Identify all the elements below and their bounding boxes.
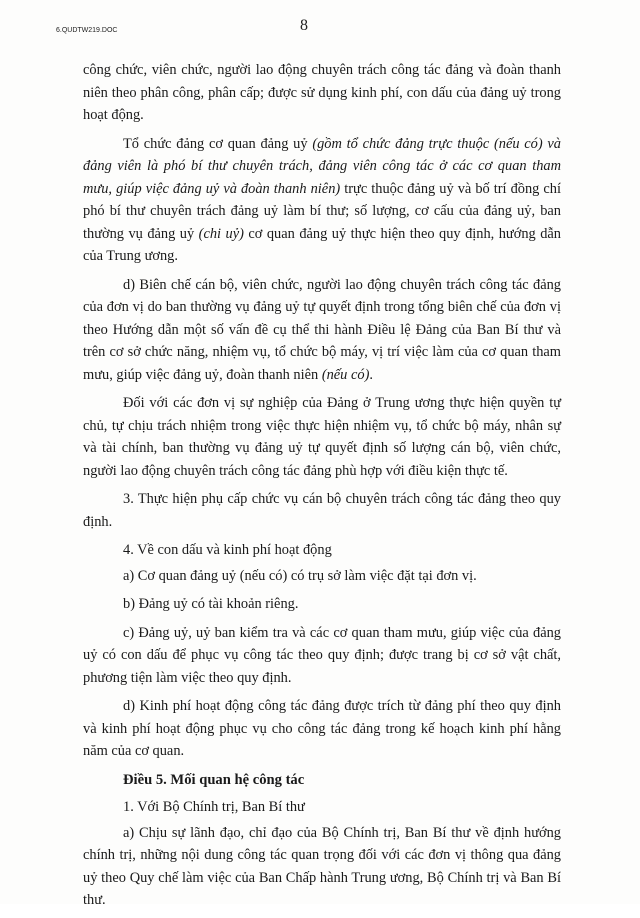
paragraph-text: trực thuộc đảng uỷ và bố trí đồng chí phó bí thư chuyên trách đảng uỷ làm bí thư; số lượng, cơ cấu của đảng uỷ, ban thường vụ đảng uỷ: [83, 180, 561, 242]
paragraph-text: d) Biên chế cán bộ, viên chức, người lao động chuyên trách công tác đảng của đơn vị do ban thường vụ đảng uỷ tự quyết định trong tổng biên chế của đơn vị theo Hướng dẫn một số vấn đề cụ thể thi hành Điều lệ Đảng của Ban Bí thư và trên cơ sở chức năng, nhiệm vụ, tổ chức bộ máy, vị trí việc làm của cơ quan tham mưu, giúp việc đảng uỷ, đoàn thanh niên: [83, 276, 561, 383]
paragraph-item-4a: a) Cơ quan đảng uỷ (nếu có) có trụ sở làm việc đặt tại đơn vị.: [123, 567, 477, 584]
paragraph-autonomous-units: Đối với các đơn vị sự nghiệp của Đảng ở Trung ương thực hiện quyền tự chủ, tự chịu trách nhiệm trong việc thực hiện nhiệm vụ, tổ chức bộ máy, nhân sự và tài chính, ban thường vụ đảng uỷ tự quyết định số lượng cán bộ, viên chức, người lao động chuyên trách công tác đảng phù hợp với điều kiện thực tế.: [83, 395, 561, 479]
paragraph-item-3: 3. Thực hiện phụ cấp chức vụ cán bộ chuyên trách công tác đảng theo quy định.: [83, 491, 561, 530]
article-heading: Điều 5. Mối quan hệ công tác: [123, 771, 305, 788]
paragraph-italic-note: (nếu có): [321, 366, 370, 383]
paragraph-continuation: công chức, viên chức, người lao động chuyên trách công tác đảng và đoàn thanh niên theo phân công, phân cấp; được sử dụng kinh phí, con dấu của đảng uỷ trong hoạt động.: [83, 62, 561, 123]
paragraph-article5-item-1a: a) Chịu sự lãnh đạo, chỉ đạo của Bộ Chính trị, Ban Bí thư về định hướng chính trị, những nội dung công tác quan trọng đối với các đơn vị thông qua đảng uỷ theo Quy chế làm việc của Ban Chấp hành Trung ương, Bộ Chính trị và Ban Bí thư.: [83, 824, 561, 908]
paragraph-party-organization: [83, 133, 561, 268]
paragraph-article5-item-1: 1. Với Bộ Chính trị, Ban Bí thư: [123, 799, 305, 815]
document-body: [83, 59, 561, 918]
paragraph-text: Tổ chức đảng cơ quan đảng uỷ: [123, 135, 313, 152]
paragraph-italic-note: (gồm tổ chức đảng trực thuộc (nếu có) và đảng viên là phó bí thư chuyên trách, đảng viên công tác ở các cơ quan tham mưu, giúp việc đảng uỷ và đoàn thanh niên): [83, 135, 562, 197]
page-number: 8: [300, 17, 308, 34]
paragraph-item-4c: c) Đảng uỷ, uỷ ban kiểm tra và các cơ quan tham mưu, giúp việc của đảng uỷ có con dấu để phục vụ công tác theo quy định; được trang bị cơ sở vật chất, phương tiện làm việc theo quy định.: [83, 624, 561, 686]
file-reference: 6.QUDTW219.DOC: [56, 27, 118, 34]
paragraph-text: .: [369, 366, 373, 383]
paragraph-item-d-staffing: [83, 274, 561, 387]
paragraph-text: cơ quan đảng uỷ thực hiện theo quy định, hướng dẫn của Trung ương.: [83, 225, 561, 264]
paragraph-italic-note: (chi uỷ): [198, 225, 244, 242]
paragraph-item-4d: d) Kinh phí hoạt động công tác đảng được trích từ đảng phí theo quy định và kinh phí hoạt động phục vụ cho công tác đảng trong kế hoạch kinh phí hằng năm của cơ quan.: [83, 698, 561, 759]
paragraph-item-4: 4. Về con dấu và kinh phí hoạt động: [123, 542, 332, 558]
paragraph-item-4b: b) Đảng uỷ có tài khoản riêng.: [123, 596, 299, 612]
